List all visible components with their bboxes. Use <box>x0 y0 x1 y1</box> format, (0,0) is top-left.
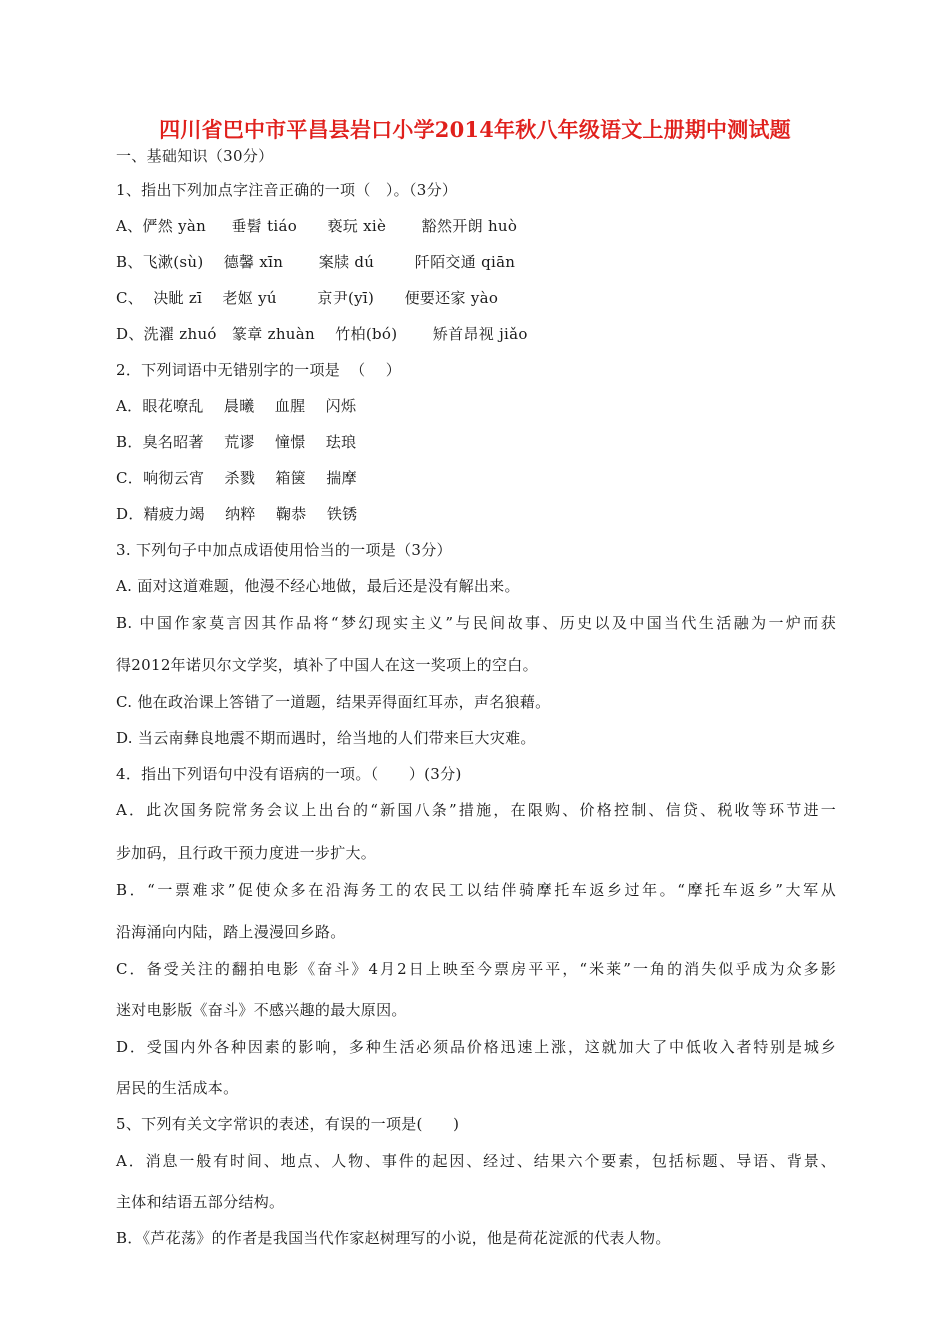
section-heading: 一、基础知识（30分） <box>116 147 274 165</box>
question-1-option-d: D、洗濯 zhuó 篆章 zhuàn 竹柏(bó) 矫首昂视 jiǎo <box>116 325 528 343</box>
question-4-option-d-line2: 居民的生活成本。 <box>116 1079 239 1097</box>
question-2-option-a: A．眼花嘹乱 晨曦 血腥 闪烁 <box>116 397 357 415</box>
question-5-option-a-line2: 主体和结语五部分结构。 <box>116 1193 285 1211</box>
question-3-option-c: C. 他在政治课上答错了一道题，结果弄得面红耳赤，声名狼藉。 <box>116 693 551 711</box>
question-2-stem: 2．下列词语中无错别字的一项是 （ ） <box>116 361 402 379</box>
question-2-option-b: B．臭名昭著 荒谬 憧憬 珐琅 <box>116 433 357 451</box>
question-2-option-c: C．响彻云宵 杀戮 箱箧 揣摩 <box>116 469 357 487</box>
question-4-option-b-line1: B．“一票难求”促使众多在沿海务工的农民工以结伴骑摩托车返乡过年。“摩托车返乡”大军从 <box>116 881 836 899</box>
question-4-stem: 4．指出下列语句中没有语病的一项。（ ）(3分) <box>116 765 462 783</box>
question-5-option-a-line1: A．消息一般有时间、地点、人物、事件的起因、经过、结果六个要素，包括标题、导语、背景、 <box>116 1152 836 1170</box>
question-5-stem: 5、下列有关文字常识的表述，有误的一项是( ) <box>116 1115 460 1133</box>
question-5-option-b: B．《芦花荡》的作者是我国当代作家赵树理写的小说，他是荷花淀派的代表人物。 <box>116 1229 671 1247</box>
question-3-option-b-line1: B. 中国作家莫言因其作品将“梦幻现实主义”与民间故事、历史以及中国当代生活融为一炉而获 <box>116 614 836 632</box>
question-4-option-b-line2: 沿海涌向内陆，踏上漫漫回乡路。 <box>116 923 346 941</box>
question-3-stem: 3. 下列句子中加点成语使用恰当的一项是（3分） <box>116 541 452 559</box>
question-3-option-a: A. 面对这道难题，他漫不经心地做，最后还是没有解出来。 <box>116 577 520 595</box>
question-1-stem: 1、指出下列加点字注音正确的一项（ ）。（3分） <box>116 181 458 199</box>
question-2-option-d: D．精疲力竭 纳粹 鞠恭 铁锈 <box>116 505 358 523</box>
question-3-option-d: D. 当云南彝良地震不期而遇时，给当地的人们带来巨大灾难。 <box>116 729 536 747</box>
question-3-option-b-line2: 得2012年诺贝尔文学奖，填补了中国人在这一奖项上的空白。 <box>116 656 538 674</box>
page-title: 四川省巴中市平昌县岩口小学2014年秋八年级语文上册期中测试题 <box>159 117 791 142</box>
question-4-option-c-line2: 迷对电影版《奋斗》不感兴趣的最大原因。 <box>116 1001 407 1019</box>
question-1-option-a: A、俨然 yàn 垂髫 tiáo 亵玩 xiè 豁然开朗 huò <box>116 217 518 235</box>
question-4-option-a-line1: A．此次国务院常务会议上出台的“新国八条”措施，在限购、价格控制、信贷、税收等环节进一 <box>116 801 836 819</box>
question-1-option-c: C、 决眦 zī 老妪 yú 京尹(yī) 便要还家 yào <box>116 289 499 307</box>
question-4-option-d-line1: D．受国内外各种因素的影响，多种生活必须品价格迅速上涨，这就加大了中低收入者特别是城乡 <box>116 1038 836 1056</box>
question-1-option-b: B、飞漱(sù) 德馨 xīn 案牍 dú 阡陌交通 qiān <box>116 253 516 271</box>
question-4-option-c-line1: C．备受关注的翻拍电影《奋斗》4月2日上映至今票房平平，“米莱”一角的消失似乎成为众多影 <box>116 960 836 978</box>
question-4-option-a-line2: 步加码，且行政干预力度进一步扩大。 <box>116 844 377 862</box>
